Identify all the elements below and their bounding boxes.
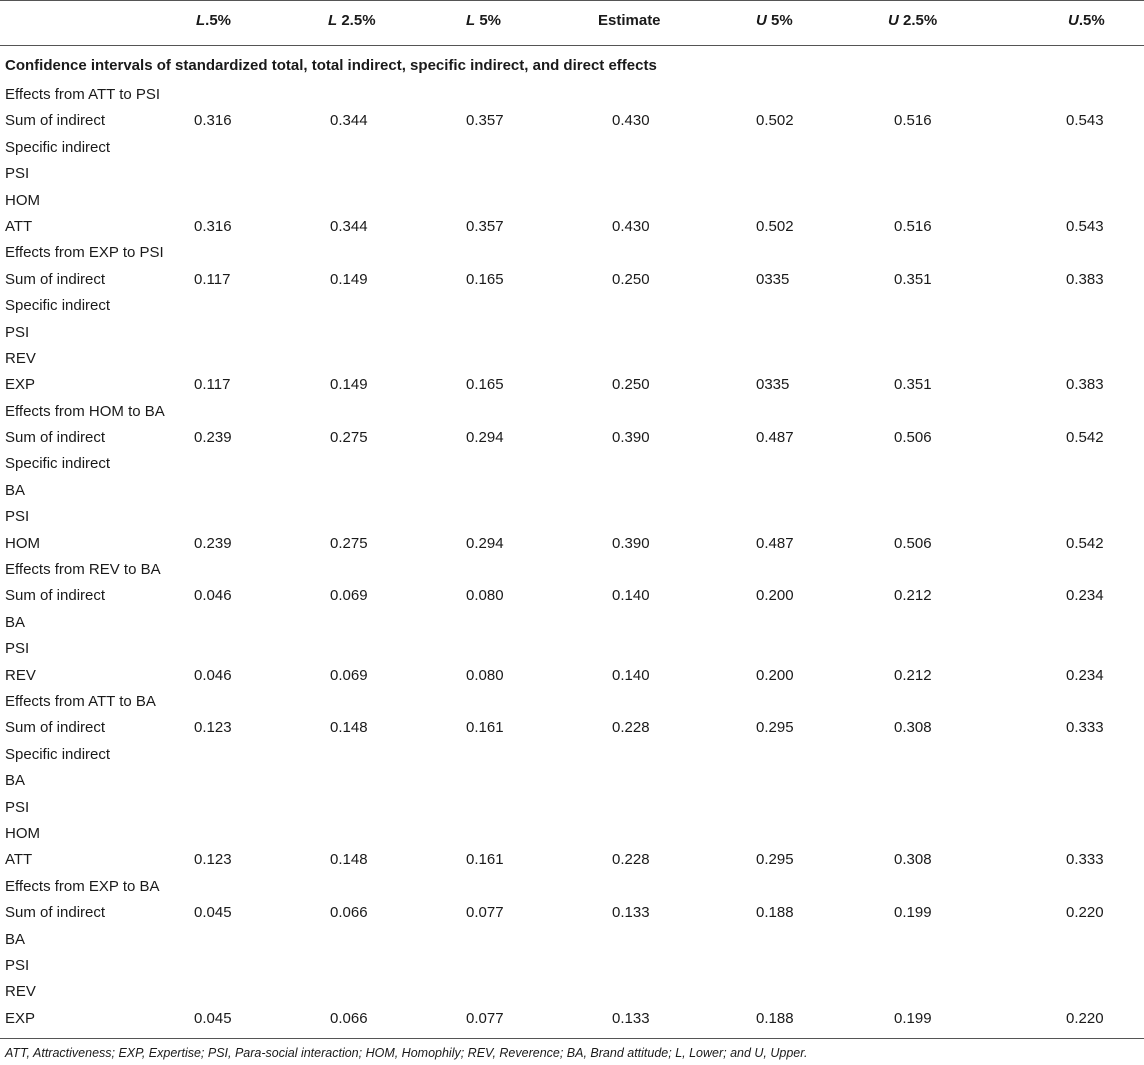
table-cell: 0.294 — [466, 429, 504, 447]
table-row — [0, 898, 1144, 924]
table-row — [0, 608, 1144, 634]
table-row — [0, 661, 1144, 687]
table-cell: 0.069 — [330, 666, 368, 684]
row-label: Effects from EXP to BA — [5, 877, 160, 895]
table-cell: 0.077 — [466, 1009, 504, 1027]
table-row — [0, 977, 1144, 1003]
table-cell: 0.275 — [330, 534, 368, 552]
table-row — [0, 766, 1144, 792]
table-cell: 0.066 — [330, 904, 368, 922]
table-row — [0, 238, 1144, 264]
table-cell: 0.165 — [466, 270, 504, 288]
table-cell: 0.308 — [894, 851, 932, 869]
table-row — [0, 793, 1144, 819]
table-row — [0, 344, 1144, 370]
table-cell: 0335 — [756, 376, 790, 394]
table-body — [0, 80, 1144, 1030]
table-cell: 0.351 — [894, 270, 932, 288]
row-label: Sum of indirect — [5, 904, 106, 922]
table-row — [0, 925, 1144, 951]
table-row — [0, 502, 1144, 528]
table-cell: 0.046 — [194, 666, 232, 684]
table-cell: 0.543 — [1066, 112, 1104, 130]
table-cell: 0.487 — [756, 534, 794, 552]
row-label: BA — [5, 481, 26, 499]
table-row — [0, 106, 1144, 132]
table-cell: 0.294 — [466, 534, 504, 552]
table-row — [0, 819, 1144, 845]
table-cell: 0.344 — [330, 112, 368, 130]
table-row — [0, 1004, 1144, 1030]
row-label: PSI — [5, 798, 30, 816]
table-cell: 0.333 — [1066, 719, 1104, 737]
row-label: HOM — [5, 824, 40, 842]
table-cell: 0.161 — [466, 719, 504, 737]
table-cell: 0.316 — [194, 112, 232, 130]
table-row — [0, 159, 1144, 185]
row-label: PSI — [5, 640, 30, 658]
table-cell: 0.149 — [330, 270, 368, 288]
header-estimate: Estimate — [598, 12, 661, 29]
table-cell: 0.188 — [756, 904, 794, 922]
table-cell: 0.383 — [1066, 270, 1104, 288]
table-cell: 0.308 — [894, 719, 932, 737]
table-cell: 0.212 — [894, 587, 932, 605]
table-cell: 0.333 — [1066, 851, 1104, 869]
table-cell: 0.275 — [330, 429, 368, 447]
table-row — [0, 80, 1144, 106]
table-bottom-rule — [0, 1038, 1144, 1039]
row-label: Effects from REV to BA — [5, 561, 161, 579]
table-cell: 0.506 — [894, 429, 932, 447]
row-label: Effects from ATT to BA — [5, 692, 156, 710]
row-label: REV — [5, 983, 36, 1001]
table-row — [0, 845, 1144, 871]
row-label: ATT — [5, 851, 33, 869]
table-cell: 0.351 — [894, 376, 932, 394]
row-label: Sum of indirect — [5, 112, 106, 130]
table-cell: 0.117 — [194, 270, 231, 288]
header-rule — [0, 45, 1144, 46]
row-label: BA — [5, 772, 26, 790]
row-label: PSI — [5, 956, 30, 974]
table-cell: 0.239 — [194, 534, 232, 552]
table-cell: 0.220 — [1066, 1009, 1104, 1027]
table-cell: 0.228 — [612, 719, 650, 737]
row-label: Specific indirect — [5, 297, 111, 315]
row-label: Sum of indirect — [5, 429, 106, 447]
header-lower-0-5: L.5% — [196, 12, 232, 29]
row-label: Specific indirect — [5, 455, 111, 473]
row-label: PSI — [5, 323, 30, 341]
table-cell: 0.516 — [894, 217, 932, 235]
table-cell: 0.543 — [1066, 217, 1104, 235]
row-label: REV — [5, 666, 36, 684]
table-cell: 0.066 — [330, 1009, 368, 1027]
table-cell: 0.506 — [894, 534, 932, 552]
table-row — [0, 265, 1144, 291]
table-cell: 0.234 — [1066, 666, 1104, 684]
header-upper-2-5: U 2.5% — [888, 12, 938, 29]
table-cell: 0.502 — [756, 217, 794, 235]
table-cell: 0.161 — [466, 851, 504, 869]
table-cell: 0.502 — [756, 112, 794, 130]
row-label: Effects from HOM to BA — [5, 402, 165, 420]
table-row — [0, 529, 1144, 555]
table-cell: 0.383 — [1066, 376, 1104, 394]
table-cell: 0335 — [756, 270, 790, 288]
table-cell: 0.123 — [194, 851, 232, 869]
table-cell: 0.234 — [1066, 587, 1104, 605]
row-label: REV — [5, 349, 36, 367]
row-label: Effects from EXP to PSI — [5, 244, 164, 262]
row-label: Sum of indirect — [5, 719, 106, 737]
table-cell: 0.250 — [612, 376, 650, 394]
table-cell: 0.117 — [194, 376, 231, 394]
table-cell: 0.390 — [612, 429, 650, 447]
table-cell: 0.069 — [330, 587, 368, 605]
table-cell: 0.080 — [466, 666, 504, 684]
table-row — [0, 634, 1144, 660]
table-cell: 0.200 — [756, 587, 794, 605]
table-row — [0, 397, 1144, 423]
header-lower-5: L 5% — [466, 12, 502, 29]
row-label: EXP — [5, 376, 36, 394]
section-title: Confidence intervals of standardized total, total indirect, specific indirect, and direct effects — [5, 57, 657, 74]
table-cell: 0.295 — [756, 719, 794, 737]
row-label: ATT — [5, 217, 33, 235]
table-cell: 0.542 — [1066, 534, 1104, 552]
table-footnote: ATT, Attractiveness; EXP, Expertise; PSI, Para-social interaction; HOM, Homophily; REV, Reverence; BA, Brand attitude; L, Lower; and U, Upper. — [5, 1046, 808, 1060]
table-cell: 0.045 — [194, 1009, 232, 1027]
table-cell: 0.149 — [330, 376, 368, 394]
table-row — [0, 186, 1144, 212]
table-row — [0, 476, 1144, 502]
table-cell: 0.239 — [194, 429, 232, 447]
table-row — [0, 581, 1144, 607]
table-row — [0, 872, 1144, 898]
table-cell: 0.430 — [612, 217, 650, 235]
table-row — [0, 370, 1144, 396]
table-cell: 0.516 — [894, 112, 932, 130]
table-cell: 0.212 — [894, 666, 932, 684]
table-row — [0, 555, 1144, 581]
table-row — [0, 318, 1144, 344]
table-cell: 0.123 — [194, 719, 232, 737]
table-cell: 0.140 — [612, 666, 650, 684]
table-row — [0, 133, 1144, 159]
row-label: HOM — [5, 534, 40, 552]
table-cell: 0.295 — [756, 851, 794, 869]
table-cell: 0.344 — [330, 217, 368, 235]
header-upper-0-5: U.5% — [1068, 12, 1105, 29]
table-cell: 0.077 — [466, 904, 504, 922]
table-cell: 0.046 — [194, 587, 232, 605]
row-label: Specific indirect — [5, 138, 111, 156]
table-cell: 0.045 — [194, 904, 232, 922]
row-label: BA — [5, 930, 26, 948]
table-cell: 0.200 — [756, 666, 794, 684]
table-cell: 0.390 — [612, 534, 650, 552]
table-row — [0, 423, 1144, 449]
table-cell: 0.430 — [612, 112, 650, 130]
table-cell: 0.140 — [612, 587, 650, 605]
row-label: PSI — [5, 165, 30, 183]
table-cell: 0.148 — [330, 851, 368, 869]
table-cell: 0.080 — [466, 587, 504, 605]
row-label: BA — [5, 613, 26, 631]
table-row — [0, 212, 1144, 238]
table-cell: 0.133 — [612, 904, 650, 922]
row-label: Sum of indirect — [5, 270, 106, 288]
row-label: EXP — [5, 1009, 36, 1027]
table-row — [0, 449, 1144, 475]
table-cell: 0.165 — [466, 376, 504, 394]
table-cell: 0.199 — [894, 904, 932, 922]
table-cell: 0.316 — [194, 217, 232, 235]
table-row — [0, 713, 1144, 739]
table-cell: 0.220 — [1066, 904, 1104, 922]
row-label: PSI — [5, 508, 30, 526]
table-cell: 0.199 — [894, 1009, 932, 1027]
table-cell: 0.357 — [466, 217, 504, 235]
row-label: Effects from ATT to PSI — [5, 86, 161, 103]
table-row — [0, 740, 1144, 766]
table-cell: 0.250 — [612, 270, 650, 288]
header-upper-5: U 5% — [756, 12, 793, 29]
table-row — [0, 951, 1144, 977]
table-row — [0, 291, 1144, 317]
table-cell: 0.148 — [330, 719, 368, 737]
table-cell: 0.542 — [1066, 429, 1104, 447]
table-row — [0, 687, 1144, 713]
row-label: Specific indirect — [5, 745, 111, 763]
table-cell: 0.487 — [756, 429, 794, 447]
row-label: Sum of indirect — [5, 587, 106, 605]
row-label: HOM — [5, 191, 40, 209]
table-cell: 0.133 — [612, 1009, 650, 1027]
table-cell: 0.188 — [756, 1009, 794, 1027]
table-cell: 0.357 — [466, 112, 504, 130]
table-cell: 0.228 — [612, 851, 650, 869]
header-lower-2-5: L 2.5% — [328, 12, 376, 29]
table-header — [0, 0, 1144, 46]
